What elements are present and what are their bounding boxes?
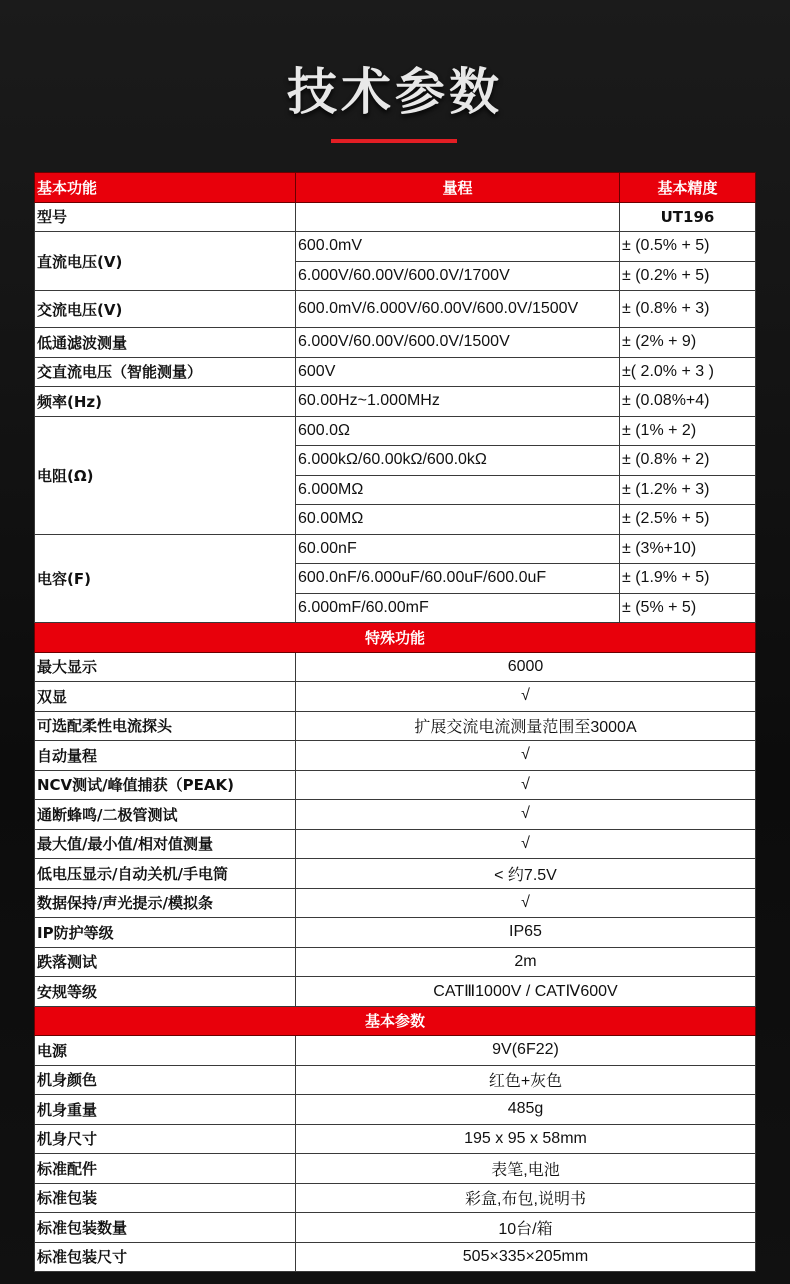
function-label: 电阻(Ω)	[35, 416, 296, 534]
title-underline	[331, 139, 457, 143]
special-label: 最大显示	[35, 652, 296, 682]
table-row	[35, 1242, 756, 1272]
special-label: 通断蜂鸣/二极管测试	[35, 800, 296, 830]
table-row	[35, 1213, 756, 1243]
special-section-header	[35, 623, 756, 653]
table-row	[35, 357, 756, 387]
function-label: 频率(Hz)	[35, 387, 296, 417]
table-row	[35, 328, 756, 358]
basic-section-header	[35, 1006, 756, 1036]
function-label: 电容(F)	[35, 534, 296, 623]
accuracy-cell: ± (2.5% + 5)	[620, 505, 756, 535]
table-row	[35, 977, 756, 1007]
special-label: 跌落测试	[35, 947, 296, 977]
table-row	[35, 829, 756, 859]
range-cell: 6.000kΩ/60.00kΩ/600.0kΩ	[296, 446, 620, 476]
model-row	[35, 202, 756, 232]
basic-value: 10台/箱	[296, 1213, 756, 1243]
special-value: < 约7.5V	[296, 859, 756, 889]
accuracy-cell: ±( 2.0% + 3 )	[620, 357, 756, 387]
basic-label: 机身颜色	[35, 1065, 296, 1095]
model-label: 型号	[35, 202, 296, 232]
table-row	[35, 947, 756, 977]
range-cell: 6.000MΩ	[296, 475, 620, 505]
basic-label: 机身尺寸	[35, 1124, 296, 1154]
table-row	[35, 387, 756, 417]
basic-value: 红色+灰色	[296, 1065, 756, 1095]
accuracy-cell: ± (1.9% + 5)	[620, 564, 756, 594]
basic-section-header-title: 基本参数	[35, 1006, 756, 1036]
table-row	[35, 859, 756, 889]
function-label: 直流电压(V)	[35, 232, 296, 291]
spec-table	[34, 172, 756, 1272]
header-range: 量程	[296, 173, 620, 203]
table-row	[35, 1154, 756, 1184]
table-row	[35, 416, 756, 446]
range-cell: 60.00Hz~1.000MHz	[296, 387, 620, 417]
basic-label: 标准包装数量	[35, 1213, 296, 1243]
basic-value: 9V(6F22)	[296, 1036, 756, 1066]
special-label: 可选配柔性电流探头	[35, 711, 296, 741]
table-row	[35, 1095, 756, 1125]
table-row	[35, 770, 756, 800]
table-row	[35, 652, 756, 682]
basic-value: 表笔,电池	[296, 1154, 756, 1184]
range-cell: 600V	[296, 357, 620, 387]
range-cell: 60.00nF	[296, 534, 620, 564]
table-header-row	[35, 173, 756, 203]
accuracy-cell: ± (0.08%+4)	[620, 387, 756, 417]
range-cell: 60.00MΩ	[296, 505, 620, 535]
basic-value: 485g	[296, 1095, 756, 1125]
table-row	[35, 1065, 756, 1095]
function-label: 交直流电压（智能测量）	[35, 357, 296, 387]
accuracy-cell: ± (3%+10)	[620, 534, 756, 564]
special-label: 最大值/最小值/相对值测量	[35, 829, 296, 859]
special-value: √	[296, 800, 756, 830]
special-value: CATⅢ1000V / CATⅣ600V	[296, 977, 756, 1007]
special-value: √	[296, 888, 756, 918]
basic-label: 机身重量	[35, 1095, 296, 1125]
special-value: IP65	[296, 918, 756, 948]
accuracy-cell: ± (2% + 9)	[620, 328, 756, 358]
table-row	[35, 711, 756, 741]
basic-value: 彩盒,布包,说明书	[296, 1183, 756, 1213]
special-value: 2m	[296, 947, 756, 977]
model-empty-cell	[296, 202, 620, 232]
special-value: √	[296, 770, 756, 800]
accuracy-cell: ± (5% + 5)	[620, 593, 756, 623]
accuracy-cell: ± (0.8% + 2)	[620, 446, 756, 476]
special-label: 自动量程	[35, 741, 296, 771]
range-cell: 600.0nF/6.000uF/60.00uF/600.0uF	[296, 564, 620, 594]
special-label: IP防护等级	[35, 918, 296, 948]
table-row	[35, 741, 756, 771]
special-label: 安规等级	[35, 977, 296, 1007]
table-row	[35, 682, 756, 712]
special-value: √	[296, 741, 756, 771]
table-row	[35, 1124, 756, 1154]
special-value: √	[296, 829, 756, 859]
page-title: 技术参数	[287, 63, 503, 121]
range-cell: 6.000V/60.00V/600.0V/1500V	[296, 328, 620, 358]
header-accuracy: 基本精度	[620, 173, 756, 203]
table-row	[35, 800, 756, 830]
special-value: √	[296, 682, 756, 712]
table-row	[35, 232, 756, 262]
special-section-header-title: 特殊功能	[35, 623, 756, 653]
basic-label: 标准配件	[35, 1154, 296, 1184]
function-label: 交流电压(V)	[35, 291, 296, 328]
accuracy-cell: ± (1.2% + 3)	[620, 475, 756, 505]
accuracy-cell: ± (0.8% + 3)	[620, 291, 756, 328]
special-label: NCV测试/峰值捕获（PEAK)	[35, 770, 296, 800]
special-label: 低电压显示/自动关机/手电筒	[35, 859, 296, 889]
header-function: 基本功能	[35, 173, 296, 203]
basic-label: 电源	[35, 1036, 296, 1066]
basic-label: 标准包装尺寸	[35, 1242, 296, 1272]
special-label: 双显	[35, 682, 296, 712]
range-cell: 600.0mV	[296, 232, 620, 262]
table-row	[35, 1183, 756, 1213]
accuracy-cell: ± (0.2% + 5)	[620, 261, 756, 291]
function-label: 低通滤波测量	[35, 328, 296, 358]
range-cell: 6.000V/60.00V/600.0V/1700V	[296, 261, 620, 291]
table-row	[35, 918, 756, 948]
accuracy-cell: ± (1% + 2)	[620, 416, 756, 446]
model-value: UT196	[620, 202, 756, 232]
basic-label: 标准包装	[35, 1183, 296, 1213]
range-cell: 600.0Ω	[296, 416, 620, 446]
special-value: 扩展交流电流测量范围至3000A	[296, 711, 756, 741]
table-row	[35, 534, 756, 564]
table-row	[35, 888, 756, 918]
special-label: 数据保持/声光提示/模拟条	[35, 888, 296, 918]
table-row	[35, 1036, 756, 1066]
basic-value: 505×335×205mm	[296, 1242, 756, 1272]
accuracy-cell: ± (0.5% + 5)	[620, 232, 756, 262]
basic-value: 195 x 95 x 58mm	[296, 1124, 756, 1154]
range-cell: 600.0mV/6.000V/60.00V/600.0V/1500V	[296, 291, 620, 328]
range-cell: 6.000mF/60.00mF	[296, 593, 620, 623]
special-value: 6000	[296, 652, 756, 682]
table-row	[35, 291, 756, 328]
